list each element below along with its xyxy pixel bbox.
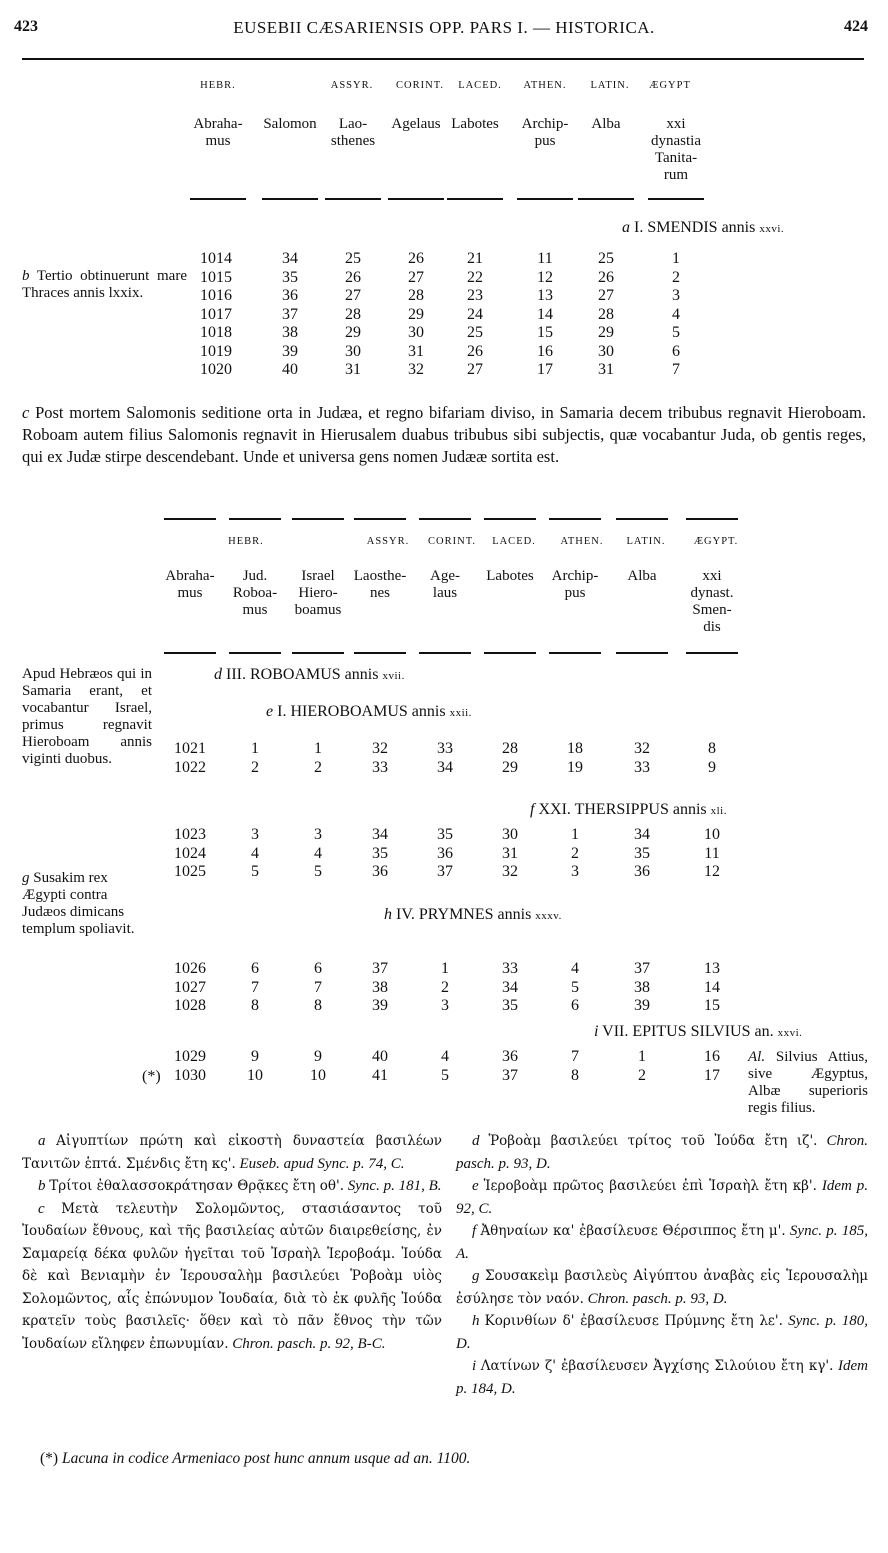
table-cell: 37	[282, 305, 298, 323]
reign-prymnes: h IV. PRYMNES annis xxxv.	[384, 906, 562, 923]
dash-rule	[354, 518, 406, 520]
page-number-right: 424	[844, 18, 868, 35]
dash-rule	[354, 652, 406, 654]
year-cell: 1023	[174, 826, 206, 843]
footnote-a: a Αἰγυπτίων πρώτη καὶ εἰκοστὴ δυναστεία βασιλέων Τανιτῶν ἑπτά. Σμένδις ἔτη κς'. Euseb. apud Sync. p. 74, C.	[22, 1133, 442, 1172]
table-cell: 35	[634, 844, 650, 862]
table-cell: 40	[282, 361, 298, 378]
group-heading: ASSYR.	[366, 536, 410, 547]
reign-epitus-silvius: i VII. EPITUS SILVIUS an. xxvi.	[594, 1023, 803, 1040]
column-heading	[344, 568, 416, 602]
table-cell: 31	[408, 342, 424, 360]
table-cell: 7	[571, 1048, 579, 1065]
table-cell: 36	[282, 287, 298, 304]
column-heading-line: Abraha-	[165, 568, 215, 584]
table-cell: 39	[372, 997, 388, 1014]
table-cell: 5	[672, 324, 680, 341]
table-cell: 27	[598, 287, 614, 304]
column-heading	[676, 568, 748, 636]
dash-rule	[292, 652, 344, 654]
dash-rule	[229, 518, 281, 520]
year-cell: 1026	[174, 960, 206, 977]
dash-rule	[648, 198, 704, 200]
table-cell: 3	[441, 997, 449, 1014]
table-cell: 4	[441, 1048, 449, 1065]
table-cell: 1	[314, 740, 322, 757]
year-cell: 1022	[174, 759, 206, 776]
bottom-note: (*) Lacuna in codice Armeniaco post hunc annum usque ad an. 1100.	[40, 1450, 471, 1467]
dash-rule	[388, 198, 444, 200]
table-cell: 36	[437, 844, 453, 862]
group-heading: LATIN.	[626, 536, 666, 547]
table-cell: 33	[437, 740, 453, 757]
table-cell: 11	[537, 250, 553, 267]
table-cell: 36	[634, 863, 650, 880]
reign-hieroboamus: e I. HIEROBOAMUS annis xxii.	[266, 703, 472, 720]
dash-rule	[325, 198, 381, 200]
table-cell: 4	[251, 844, 259, 862]
column-heading-line: Alba	[591, 116, 621, 132]
table-cell: 34	[282, 250, 298, 267]
group-heading: LACED.	[458, 80, 502, 91]
table-cell: 25	[345, 250, 361, 267]
column-heading-line: Smen-	[692, 602, 732, 618]
page-number-left: 423	[14, 18, 38, 35]
column-heading-line: xxi	[666, 116, 686, 132]
footnote-b: b Τρίτοι ἐθαλασσοκράτησαν Θρᾷκες ἔτη οθ'. Sync. p. 181, B.	[38, 1178, 442, 1194]
dash-rule	[164, 652, 216, 654]
column-heading	[409, 568, 481, 602]
table-cell: 24	[467, 305, 483, 323]
group-heading: ATHEN.	[560, 536, 604, 547]
table-cell: 30	[345, 342, 361, 360]
year-cell: 1029	[174, 1048, 206, 1065]
dash-rule	[578, 198, 634, 200]
table-cell: 28	[408, 287, 424, 304]
column-heading-line: Labotes	[451, 116, 499, 132]
group-heading: HEBR.	[228, 536, 264, 547]
table-cell: 2	[672, 268, 680, 286]
table-cell: 36	[372, 863, 388, 880]
table-cell: 36	[502, 1048, 518, 1065]
column-heading-line: Israel	[301, 568, 335, 584]
table-cell: 25	[598, 250, 614, 267]
dash-rule	[190, 198, 246, 200]
group-heading: LACED.	[492, 536, 536, 547]
table-cell: 30	[502, 826, 518, 843]
dash-rule	[686, 518, 738, 520]
dash-rule	[447, 198, 503, 200]
table-cell: 11	[704, 844, 720, 862]
table-cell: 7	[251, 978, 259, 996]
reign-roboamus: d III. ROBOAMUS annis xvii.	[214, 666, 405, 683]
column-heading-line: Tanita-	[654, 150, 698, 166]
column-heading-line: Lao-	[338, 116, 368, 132]
table-cell: 34	[372, 826, 388, 843]
table-cell: 3	[251, 826, 259, 843]
column-heading-line: nes	[370, 585, 390, 601]
group-heading: HEBR.	[200, 80, 236, 91]
table-cell: 1	[441, 960, 449, 977]
table-cell: 29	[502, 759, 518, 776]
table-cell: 29	[408, 305, 424, 323]
column-heading-line: Roboa-	[232, 585, 278, 601]
group-heading: ATHEN.	[523, 80, 567, 91]
table-cell: 34	[437, 759, 453, 776]
table-cell: 32	[634, 740, 650, 757]
table-cell: 28	[502, 740, 518, 757]
table-cell: 26	[408, 250, 424, 267]
table-cell: 31	[502, 844, 518, 862]
table-cell: 10	[247, 1067, 263, 1084]
dash-rule	[262, 198, 318, 200]
table-cell: 26	[598, 268, 614, 286]
column-heading-line: mus	[177, 585, 203, 601]
footnotes-right-column	[456, 1130, 868, 1400]
column-heading-line: mus	[242, 602, 268, 618]
dash-rule	[164, 518, 216, 520]
column-heading-line: rum	[663, 167, 689, 183]
table-cell: 37	[502, 1067, 518, 1084]
table-cell: 30	[408, 324, 424, 341]
column-heading-line: Laosthe-	[353, 568, 407, 584]
table-cell: 1	[251, 740, 259, 757]
footnote-i: i Λατίνων ζ' ἐβασίλευσεν Ἀγχίσης Σιλούιου ἔτη κγ'. Idem p. 184, D.	[456, 1358, 869, 1397]
year-cell: 1016	[200, 287, 232, 304]
table-cell: 6	[571, 997, 579, 1014]
column-heading-line: xxi	[702, 568, 722, 584]
table-cell: 34	[634, 826, 650, 843]
table-cell: 10	[704, 826, 720, 843]
table-cell: 6	[672, 342, 680, 360]
column-heading-line: Alba	[627, 568, 657, 584]
dash-rule	[292, 518, 344, 520]
table-cell: 16	[704, 1048, 720, 1065]
table-cell: 5	[571, 978, 579, 996]
group-heading: LATIN.	[590, 80, 630, 91]
year-cell: 1014	[200, 250, 232, 267]
table-cell: 2	[571, 844, 579, 862]
table-cell: 37	[634, 960, 650, 977]
table-cell: 6	[251, 960, 259, 977]
table-cell: 12	[704, 863, 720, 880]
dash-rule	[517, 198, 573, 200]
dash-rule	[229, 652, 281, 654]
table-cell: 34	[502, 978, 518, 996]
group-heading: CORINT.	[396, 80, 444, 91]
footnote-h: h Κορινθίων δ' ἐβασίλευσε Πρύμνης ἔτη λε'. Sync. p. 180, D.	[456, 1313, 868, 1352]
column-heading-line: pus	[534, 133, 556, 149]
table-cell: 5	[314, 863, 322, 880]
table-cell: 17	[537, 361, 553, 378]
table-cell: 17	[704, 1067, 720, 1084]
table-cell: 8	[314, 997, 322, 1014]
column-heading-line: mus	[205, 133, 231, 149]
table-cell: 5	[441, 1067, 449, 1084]
column-heading-line: Age-	[430, 568, 460, 584]
year-cell: 1015	[200, 268, 232, 286]
column-heading	[154, 568, 226, 602]
table-cell: 19	[567, 759, 583, 776]
table-cell: 27	[467, 361, 483, 378]
table-cell: 15	[704, 997, 720, 1014]
column-heading-line: boamus	[294, 602, 342, 618]
table-cell: 28	[345, 305, 361, 323]
table1-side-note-b: b Tertio obtinuerunt mare Thraces annis lxxix.	[22, 268, 187, 301]
column-heading-line: Archip-	[521, 116, 569, 132]
column-heading-line: Agelaus	[391, 116, 441, 132]
year-cell: 1019	[200, 342, 232, 360]
table-cell: 32	[372, 740, 388, 757]
year-cell: 1017	[200, 305, 232, 323]
table-cell: 7	[672, 361, 680, 378]
table-cell: 40	[372, 1048, 388, 1065]
side-note-hebraeos: Apud Hebræos qui in Samaria erant, et vocabantur Israel, primus regnavit Hieroboam annis viginti duobus.	[22, 666, 152, 767]
table-cell: 33	[502, 960, 518, 977]
table-cell: 2	[638, 1067, 646, 1084]
side-note-g: g Susakim rex Ægypti contra Judæos dimicans templum spoliavit.	[22, 870, 135, 937]
table-cell: 26	[467, 342, 483, 360]
table-cell: 22	[467, 268, 483, 286]
table-cell: 16	[537, 342, 553, 360]
table-cell: 13	[537, 287, 553, 304]
group-heading: ÆGYPT	[649, 80, 691, 91]
column-heading-line: laus	[432, 585, 458, 601]
reign-thersippus: f XXI. THERSIPPUS annis xli.	[530, 801, 727, 818]
column-heading	[539, 568, 611, 602]
table-cell: 1	[672, 250, 680, 267]
column-heading-line: dynastia	[651, 133, 701, 149]
table-cell: 29	[598, 324, 614, 341]
table-cell: 35	[282, 268, 298, 286]
year-cell: 1025	[174, 863, 206, 880]
table-cell: 3	[672, 287, 680, 304]
table-cell: 2	[251, 759, 259, 776]
dash-rule	[549, 652, 601, 654]
footnote-f: f Ἀθηναίων κα' ἐβασίλευσε Θέρσιππος ἔτη μ'. Sync. p. 185, A.	[456, 1223, 869, 1262]
column-heading-line: dis	[703, 619, 721, 635]
table-cell: 27	[408, 268, 424, 286]
table-cell: 6	[314, 960, 322, 977]
table-cell: 9	[314, 1048, 322, 1065]
table-cell: 37	[372, 960, 388, 977]
table-cell: 35	[502, 997, 518, 1014]
table-cell: 33	[634, 759, 650, 776]
table-cell: 4	[672, 305, 680, 323]
table-cell: 12	[537, 268, 553, 286]
table-cell: 21	[467, 250, 483, 267]
footnote-e: e Ἱεροβοὰμ πρῶτος βασιλεύει ἐπὶ Ἰσραὴλ ἔτη κβ'. Idem p. 92, C.	[456, 1178, 869, 1217]
table1-reign-smendis: a I. SMENDIS annis xxvi.	[622, 219, 785, 236]
table-cell: 9	[251, 1048, 259, 1065]
table-cell: 14	[704, 978, 720, 996]
column-heading-line: Labotes	[486, 568, 534, 584]
table-cell: 9	[708, 759, 716, 776]
table-cell: 1	[571, 826, 579, 843]
column-heading-line: pus	[564, 585, 586, 601]
year-cell: 1027	[174, 978, 206, 996]
table-cell: 29	[345, 324, 361, 341]
header-rule	[22, 58, 864, 60]
table-cell: 10	[310, 1067, 326, 1084]
dash-rule	[419, 518, 471, 520]
footnote-g: g Σουσακεὶμ βασιλεὺς Αἰγύπτου ἀναβὰς εἰς Ἱερουσαλὴμ ἐσύλησε τὸν ναόν. Chron. pasch. p. 93, D.	[456, 1268, 869, 1307]
table-cell: 4	[314, 844, 322, 862]
table-cell: 35	[372, 844, 388, 862]
table-cell: 18	[567, 740, 583, 757]
column-heading-line: Abraha-	[193, 116, 243, 132]
dash-rule	[616, 652, 668, 654]
column-heading	[219, 568, 291, 619]
table-cell: 8	[251, 997, 259, 1014]
column-heading-line: Hiero-	[298, 585, 338, 601]
column-heading-line: Salomon	[263, 116, 317, 132]
dash-rule	[484, 652, 536, 654]
table-cell: 2	[441, 978, 449, 996]
year-cell: 1018	[200, 324, 232, 341]
table-cell: 4	[571, 960, 579, 977]
table-cell: 3	[571, 863, 579, 880]
column-heading-line: sthenes	[330, 133, 376, 149]
table-cell: 33	[372, 759, 388, 776]
table-cell: 32	[408, 361, 424, 378]
footnotes-left-column	[22, 1130, 442, 1355]
dash-rule	[549, 518, 601, 520]
table-cell: 35	[437, 826, 453, 843]
table-cell: 7	[314, 978, 322, 996]
year-cell: 1021	[174, 740, 206, 757]
table-cell: 38	[282, 324, 298, 341]
year-cell: 1020	[200, 361, 232, 378]
table-cell: 3	[314, 826, 322, 843]
footnote-d: d Ῥοβοὰμ βασιλεύει τρίτος τοῦ Ἰούδα ἔτη ιζ'. Chron. pasch. p. 93, D.	[456, 1133, 869, 1172]
year-cell: 1028	[174, 997, 206, 1014]
group-heading: ÆGYPT.	[693, 536, 739, 547]
group-heading: CORINT.	[428, 536, 476, 547]
table-cell: 38	[634, 978, 650, 996]
lacuna-mark: (*)	[142, 1068, 161, 1085]
dash-rule	[484, 518, 536, 520]
table-cell: 8	[708, 740, 716, 757]
column-heading	[606, 568, 678, 585]
table-cell: 37	[437, 863, 453, 880]
table-cell: 38	[372, 978, 388, 996]
table-cell: 28	[598, 305, 614, 323]
table-cell: 13	[704, 960, 720, 977]
table-cell: 26	[345, 268, 361, 286]
table-cell: 1	[638, 1048, 646, 1065]
table-cell: 15	[537, 324, 553, 341]
column-heading	[634, 116, 718, 184]
table-cell: 31	[345, 361, 361, 378]
column-heading	[474, 568, 546, 585]
year-cell: 1030	[174, 1067, 206, 1084]
table-cell: 30	[598, 342, 614, 360]
table-cell: 31	[598, 361, 614, 378]
side-note-al: Al. Silvius Attius, sive Ægyptus, Albæ superioris regis filius.	[748, 1049, 868, 1116]
table-cell: 41	[372, 1067, 388, 1084]
paragraph-c: c Post mortem Salomonis seditione orta in Judæa, et regno bifariam diviso, in Samaria decem tribubus regnavit Hieroboam. Roboam autem filius Salomonis regnavit in Hierusalem duabus tribubus sibi subjectis, quæ vocabantur Juda, ob gentis reges, qui ex Judæ stirpe descendebant. Unde et universa gens nomen Judææ sortita est.	[22, 403, 867, 466]
table-cell: 2	[314, 759, 322, 776]
table-cell: 39	[634, 997, 650, 1014]
table-cell: 39	[282, 342, 298, 360]
dash-rule	[686, 652, 738, 654]
table-cell: 25	[467, 324, 483, 341]
table-cell: 27	[345, 287, 361, 304]
dash-rule	[616, 518, 668, 520]
column-heading-line: Jud.	[242, 568, 268, 584]
year-cell: 1024	[174, 844, 206, 862]
dash-rule	[419, 652, 471, 654]
table-cell: 5	[251, 863, 259, 880]
footnote-c: c Μετὰ τελευτὴν Σολομῶντος, στασιάσαντος τοῦ Ἰουδαίων ἔθνους, καὶ τῆς βασιλείας αὐτῶν διαιρεθείσης, ἐν Σαμαρείᾳ δέκα φυλῶν ἡγεῖται τοῦ Ἰσραὴλ Ἱεροβοάμ. Ἰούδα δὲ καὶ Βενιαμὴν ἐν Ἱερουσαλὴμ βασιλεύει Ῥοβοὰμ υἱὸς Σολομῶντος, αἷς ἐπώνυμον Ἰουδαία, διὰ τὸ ἐκ φυλῆς Ἰούδα κρατεῖν τοὺς βασιλεῖς· ὅθεν καὶ τὸ πᾶν ἔθνος τὴν τῶν Ἰουδαίων εἴληφεν ἐπωνυμίαν. Chron. pasch. p. 92, B-C.	[22, 1200, 442, 1352]
table-cell: 23	[467, 287, 483, 304]
column-heading-line: Archip-	[551, 568, 599, 584]
table-cell: 8	[571, 1067, 579, 1084]
column-heading-line: dynast.	[690, 585, 734, 601]
table-cell: 14	[537, 305, 553, 323]
table-cell: 32	[502, 863, 518, 880]
group-heading: ASSYR.	[330, 80, 374, 91]
running-title: EUSEBII CÆSARIENSIS OPP. PARS I. — HISTORICA.	[233, 18, 655, 37]
